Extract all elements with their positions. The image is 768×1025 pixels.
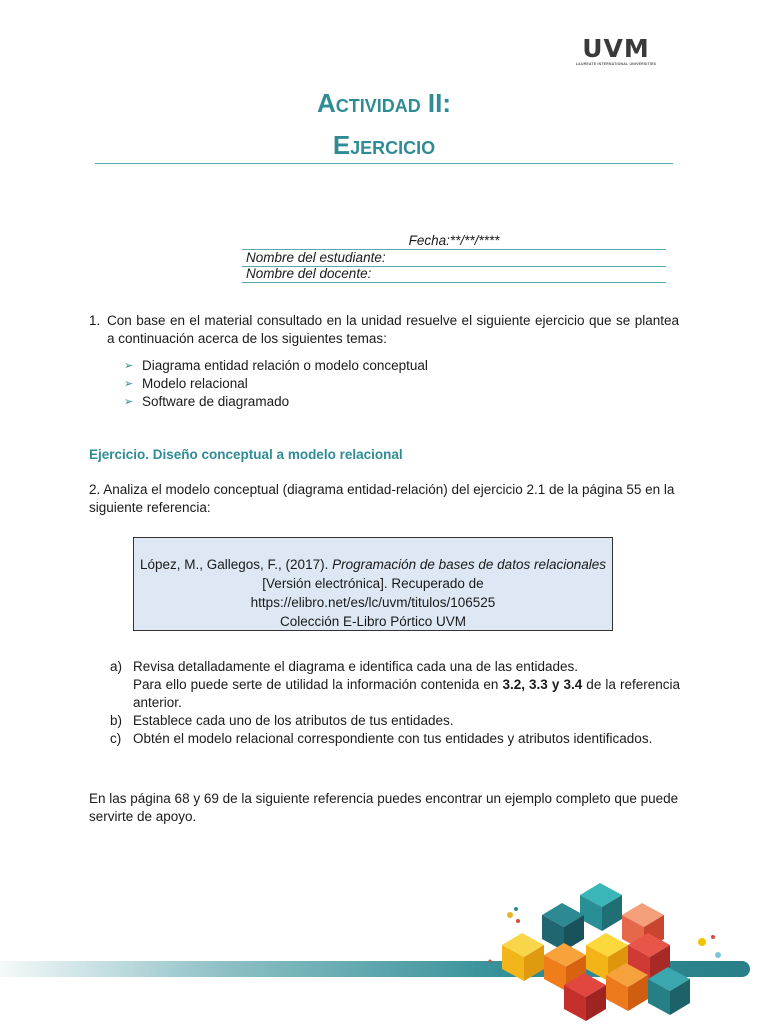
steps-list [110,658,680,748]
instruction-number: 1. [89,313,101,328]
arrow-bullet-icon: ➢ [124,360,134,372]
instruction-2: 2. Analiza el modelo conceptual (diagrama entidad-relación) del ejercicio 2.1 de la página 55 en la siguiente referencia: [89,482,675,515]
arrow-bullet-icon: ➢ [124,396,134,408]
list-item [124,357,428,375]
topic-list [124,357,428,411]
list-item [110,658,680,712]
student-name-field[interactable] [242,250,666,267]
step-text: Obtén el modelo relacional correspondiente con tus entidades y atributos identificados. [133,731,653,746]
reference-rest: [Versión electrónica]. Recuperado de [262,576,484,591]
reference-box [133,537,613,631]
logo-mark: UVM [582,34,650,63]
instruction-1 [89,312,679,348]
list-item [110,730,680,748]
title-divider [95,163,673,164]
step-label: c) [110,731,122,746]
list-item [124,375,428,393]
reference-title: Programación de bases de datos relacionales [332,557,606,572]
step-text: Establece cada uno de los atributos de tus entidades. [133,713,454,728]
page-subtitle: Ejercicio [332,130,436,160]
reference-authors: López, M., Gallegos, F., (2017). [139,557,333,572]
decorative-cubes-graphic [480,875,740,1025]
instruction-text: Con base en el material consultado en la unidad resuelve el siguiente ejercicio que se plantea a continuación acerca de los siguientes temas: [107,313,679,346]
logo-tagline: LAUREATE INTERNATIONAL UNIVERSITIES [575,62,657,66]
exercise-heading: Ejercicio. Diseño conceptual a modelo relacional [89,447,403,462]
list-item [110,712,680,730]
step-detail-post: de la referencia anterior. [133,677,681,710]
teacher-name-field[interactable] [242,266,666,283]
list-item [124,393,428,411]
step-detail-bold: 3.2, 3.3 y 3.4 [502,677,583,692]
step-text: Revisa detalladamente el diagrama e identifica cada una de las entidades. [133,659,579,674]
reference-citation [134,555,612,593]
step-text-detail [133,676,680,712]
reference-collection: Colección E-Libro Pórtico UVM [279,614,467,629]
page-title: Actividad II: [316,88,452,118]
step-label: a) [110,659,123,674]
date-label: Fecha:**/**/**** [408,233,500,248]
uvm-logo [575,36,657,67]
topic-text: Modelo relacional [142,376,248,391]
closing-paragraph: En las página 68 y 69 de la siguiente referencia puedes encontrar un ejemplo completo que puede servirte de apoyo. [89,791,679,824]
step-detail-pre: Para ello puede serte de utilidad la información contenida en [133,677,503,692]
student-name-label: Nombre del estudiante: [246,250,386,265]
topic-text: Software de diagramado [142,394,290,409]
teacher-name-label: Nombre del docente: [246,266,372,281]
arrow-bullet-icon: ➢ [124,378,134,390]
reference-url: https://elibro.net/es/lc/uvm/titulos/106525 [250,595,496,610]
step-label: b) [110,713,123,728]
date-field[interactable] [242,233,666,250]
topic-text: Diagrama entidad relación o modelo conceptual [142,358,428,373]
